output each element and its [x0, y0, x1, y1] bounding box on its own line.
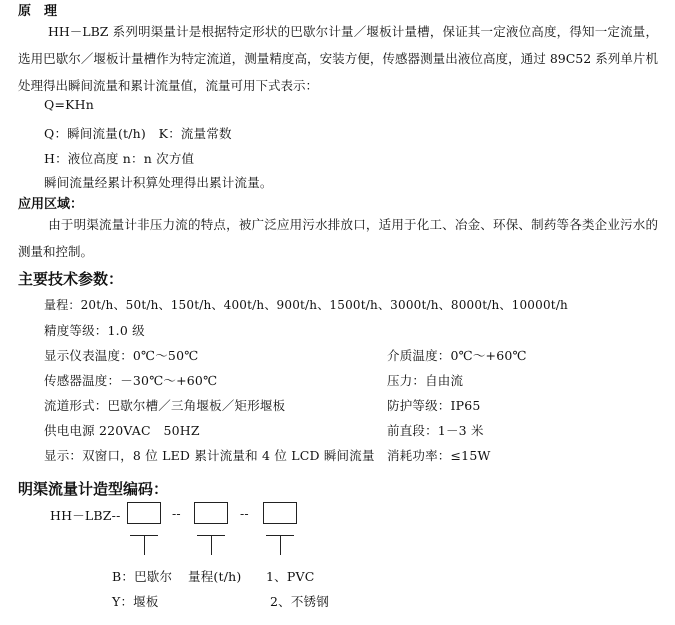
spec-row-left: 传感器温度：－30℃～+60℃ — [44, 373, 218, 388]
spec-row-right: 消耗功率：≤15W — [387, 448, 491, 463]
model-box-type — [127, 502, 161, 524]
connector-line — [280, 535, 281, 555]
model-separator: -- — [172, 506, 181, 521]
formula-def-q-k: Q：瞬间流量(t/h) K：流量常数 — [44, 126, 232, 141]
application-heading: 应用区域： — [18, 197, 84, 212]
spec-range: 量程：20t/h、50t/h、150t/h、400t/h、900t/h、1500t/h、3000t/h、8000t/h、10000t/h — [44, 298, 568, 312]
model-heading: 明渠流量计造型编码： — [18, 480, 169, 498]
spec-row-left: 供电电源 220VAC 50HZ — [44, 423, 200, 438]
cumulative-note: 瞬间流量经累计积算处理得出累计流量。 — [44, 175, 273, 190]
model-prefix: HH－LBZ-- — [50, 508, 121, 523]
spec-row-left: 显示：双窗口，8 位 LED 累计流量和 4 位 LCD 瞬间流量 — [44, 448, 375, 463]
spec-row-right: 前直段：1－3 米 — [387, 423, 484, 438]
spec-row-right: 压力：自由流 — [387, 373, 464, 388]
code-material-steel: 2、不锈钢 — [270, 594, 329, 609]
connector-line — [266, 535, 294, 536]
connector-line — [144, 535, 145, 555]
model-box-material — [263, 502, 297, 524]
spec-row-left: 显示仪表温度：0℃～50℃ — [44, 348, 199, 363]
application-paragraph — [18, 211, 658, 265]
code-range: 量程(t/h) — [188, 569, 242, 584]
model-box-range — [194, 502, 228, 524]
spec-row-right: 介质温度：0℃～+60℃ — [387, 348, 527, 363]
principle-heading: 原 理 — [18, 4, 58, 19]
connector-line — [130, 535, 158, 536]
principle-paragraph-text: HH－LBZ 系列明渠量计是根据特定形状的巴歇尔计量／堰板计量槽，保证其一定液位高度，得知一定流量，选用巴歇尔／堰板计量槽作为特定流道，测量精度高，安装方便，传感器测量出液位高度，通过 89C52 系列单片机处理得出瞬间流量和累计流量值，流量可用下式表示： — [18, 24, 658, 93]
model-separator: -- — [240, 506, 249, 521]
code-type-y: Y：堰板 — [112, 594, 159, 609]
connector-line — [197, 535, 225, 536]
code-type-b: B：巴歇尔 — [112, 569, 173, 584]
specs-heading: 主要技术参数： — [18, 270, 124, 288]
connector-line — [211, 535, 212, 555]
principle-paragraph — [18, 18, 658, 99]
spec-row-right: 防护等级：IP65 — [387, 398, 481, 413]
formula-def-h-n: H：液位高度 n：n 次方值 — [44, 151, 195, 166]
code-material-pvc: 1、PVC — [266, 569, 315, 584]
spec-accuracy: 精度等级：1.0 级 — [44, 323, 145, 338]
application-paragraph-text: 由于明渠流量计非压力流的特点，被广泛应用污水排放口，适用于化工、冶金、环保、制药等各类企业污水的测量和控制。 — [18, 217, 658, 259]
formula: Q=KHn — [44, 97, 95, 112]
spec-row-left: 流道形式：巴歇尔槽／三角堰板／矩形堰板 — [44, 398, 286, 413]
